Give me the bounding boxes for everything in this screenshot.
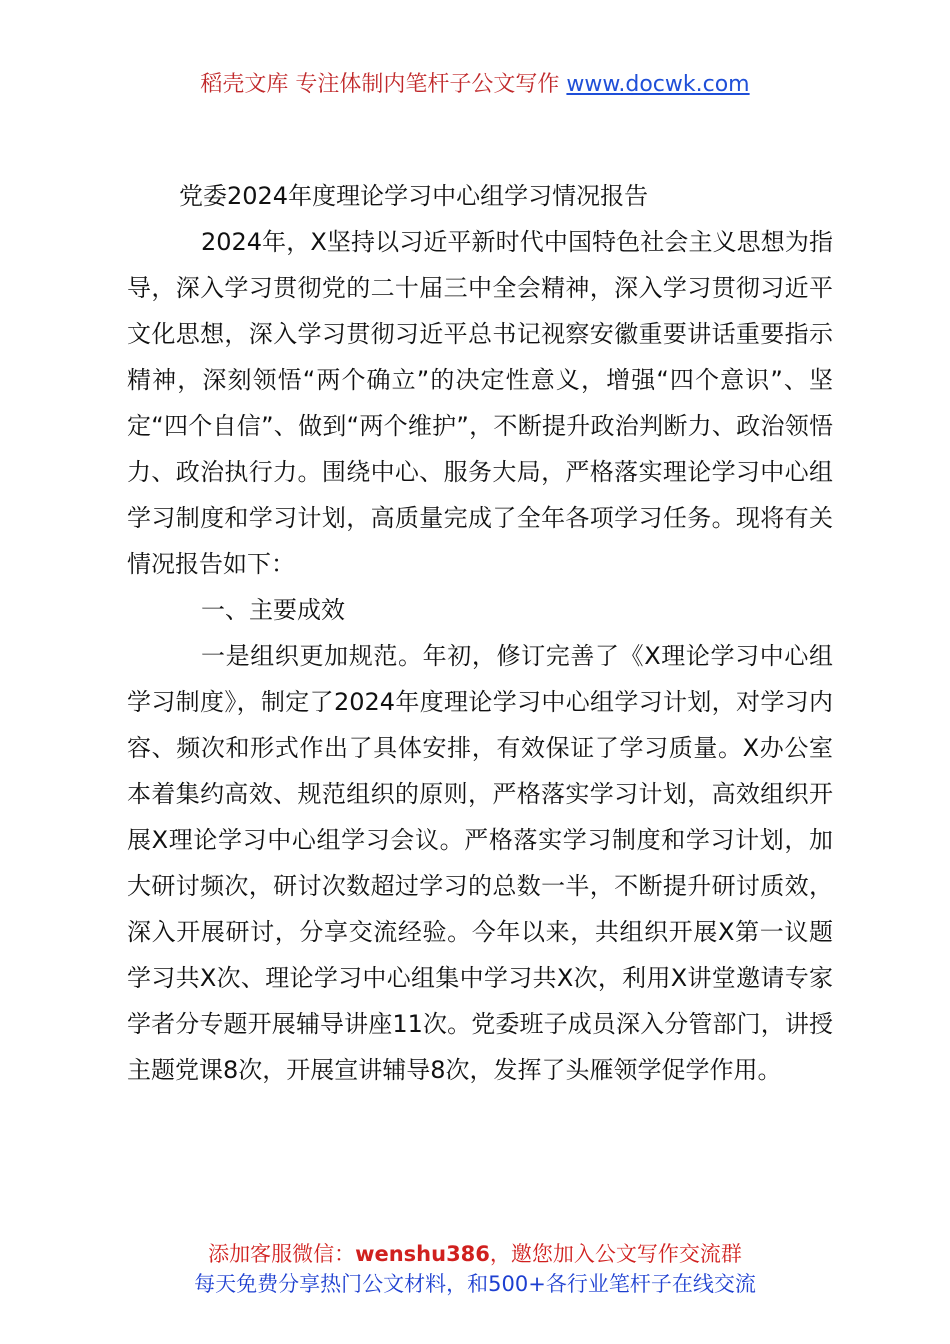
footer-wechat-line [0, 1240, 950, 1269]
footer-line1-suffix: ，邀您加入公文写作交流群 [489, 1242, 742, 1266]
promo-header [0, 70, 950, 100]
site-url-link[interactable]: www.docwk.com [566, 72, 750, 97]
site-tagline: 专注体制内笔杆子公文写作 [295, 72, 560, 97]
footer-line1-prefix: 添加客服微信： [208, 1242, 356, 1266]
footer-share-line: 每天免费分享热门公文材料，和500+各行业笔杆子在线交流 [194, 1272, 756, 1296]
intro-paragraph: 2024年，X坚持以习近平新时代中国特色社会主义思想为指导，深入学习贯彻党的二十届三中全会精神，深入学习贯彻习近平文化思想，深入学习贯彻习近平总书记视察安徽重要讲话重要指示精神，深刻领悟“两个确立”的决定性意义，增强“四个意识”、坚定“四个自信”、做到“两个维护”，不断提升政治判断力、政治领悟力、政治执行力。围绕中心、服务大局，严格落实理论学习中心组学习制度和学习计划，高质量完成了全年各项学习任务。现将有关情况报告如下： [127, 228, 833, 578]
document-title: 党委2024年度理论学习中心组学习情况报告 [179, 182, 649, 210]
site-name: 稻壳文库 [200, 72, 289, 97]
section-heading: 一、主要成效 [201, 596, 345, 624]
wechat-id: wenshu386 [355, 1242, 490, 1266]
body-paragraph-1: 一是组织更加规范。年初，修订完善了《X理论学习中心组学习制度》，制定了2024年度理论学习中心组学习计划，对学习内容、频次和形式作出了具体安排，有效保证了学习质量。X办公室本着集约高效、规范组织的原则，严格落实学习计划，高效组织开展X理论学习中心组学习会议。严格落实学习制度和学习计划，加大研讨频次，研讨次数超过学习的总数一半，不断提升研讨质效，深入开展研讨，分享交流经验。今年以来，共组织开展X第一议题学习共X次、理论学习中心组集中学习共X次，利用X讲堂邀请专家学者分专题开展辅导讲座11次。党委班子成员深入分管部门，讲授主题党课8次，开展宣讲辅导8次，发挥了头雁领学促学作用。 [127, 642, 833, 1084]
document-body [127, 173, 833, 1093]
